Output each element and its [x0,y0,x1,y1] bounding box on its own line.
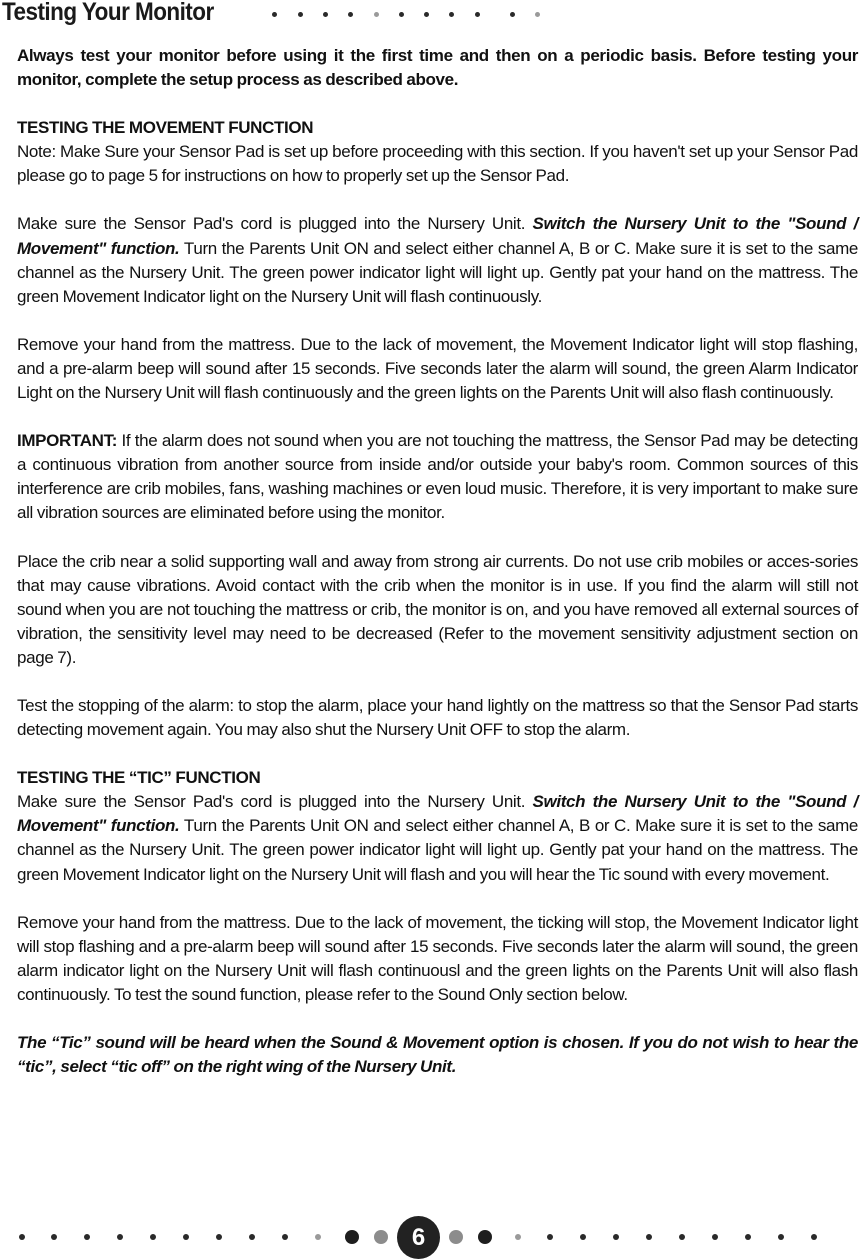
decorative-dot [535,12,540,17]
movement-paragraph-5: Place the crib near a solid supporting wall and away from strong air currents. Do not use crib mobiles or acces-sories that may cause vibrations. Avoid contact with the crib when the monitor is in use. If you find the alarm will still not sound when you are not touching the mattress or crib, the monitor is on, and you have removed all external sources of vibration, the sensitivity level may need to be decreased (Refer to the movement sensitivity adjustment section on page 7). [17,551,858,667]
page-footer [0,1212,862,1259]
decorative-dot [424,12,429,17]
decorative-dot [374,12,379,17]
decorative-dot [84,1234,90,1240]
movement-paragraph-6: Test the stopping of the alarm: to stop the alarm, place your hand lightly on the mattress so that the Sensor Pad starts detecting movement again. You may also shut the Nursery Unit OFF to stop the alarm. [17,695,858,740]
movement-section-intro [17,116,858,188]
important-label: IMPORTANT: [17,431,118,451]
movement-p2-end: Turn the Parents Unit ON and select either channel A, B or C. Make sure it is set to the same channel as the Nursery Unit. The green power indicator light will light up. Gently pat your hand on the mattress. The green Movement Indicator light on the Nursery Unit will flash continuously. [17,238,859,306]
decorative-dot [478,1230,492,1244]
movement-p2-emphasis: Switch the Nursery Unit to the "Sound / Movement" function. [17,214,858,258]
decorative-dot [679,1234,685,1240]
important-paragraph [17,429,858,525]
main-content [17,44,858,1103]
decorative-dot [613,1234,619,1240]
decorative-dot [399,12,404,17]
decorative-dot [323,12,328,17]
decorative-dot [515,1234,521,1240]
tic-heading: TESTING THE “TIC” FUNCTION [17,768,261,788]
tic-p1-end: Turn the Parents Unit ON and select either channel A, B or C. Make sure it is set to the same channel as the Nursery Unit. The green power indicator light will light up. Gently pat your hand on the mattress. The green Movement Indicator light on the Nursery Unit will flash and you will hear the Tic sound with every movement. [17,816,859,884]
decorative-dot [51,1234,57,1240]
decorative-dot [374,1230,388,1244]
decorative-dot [183,1234,189,1240]
movement-paragraph-2 [17,212,858,308]
page-title: Testing Your Monitor [2,0,214,26]
decorative-dot [475,12,480,17]
decorative-dot [510,12,515,17]
decorative-dot [19,1234,25,1240]
decorative-dot [745,1234,751,1240]
decorative-dot [449,12,454,17]
decorative-dot [117,1234,123,1240]
decorative-dot [282,1234,288,1240]
page-header [0,0,862,30]
tic-note: The “Tic” sound will be heard when the Sound & Movement option is chosen. If you do not wish to hear the “tic”, select “tic off” on the right wing of the Nursery Unit. [17,1033,858,1077]
decorative-dot [778,1234,784,1240]
page-number: 6 [397,1216,440,1259]
decorative-dot [272,12,277,17]
intro-paragraph: Always test your monitor before using it the first time and then on a periodic basis. Before testing your monitor, complete the setup process as described above. [17,46,858,90]
movement-p2-start: Make sure the Sensor Pad's cord is plugged into the Nursery Unit. [17,214,533,234]
decorative-dot [811,1234,817,1240]
tic-p1-start: Make sure the Sensor Pad's cord is plugged into the Nursery Unit. [17,792,533,812]
decorative-dot [315,1234,321,1240]
decorative-dot [345,1230,359,1244]
decorative-dot [249,1234,255,1240]
tic-section-intro [17,766,858,886]
decorative-dot [348,12,353,17]
decorative-dot [580,1234,586,1240]
decorative-dot [712,1234,718,1240]
tic-p1-emphasis: Switch the Nursery Unit to the "Sound / Movement" function. [17,792,858,836]
decorative-dot [216,1234,222,1240]
decorative-dot [646,1234,652,1240]
movement-paragraph-3: Remove your hand from the mattress. Due to the lack of movement, the Movement Indicator light will stop flashing, and a pre-alarm beep will sound after 15 seconds. Five seconds later the alarm will sound, the green Alarm Indicator Light on the Nursery Unit will flash continuously and the green lights on the Parents Unit will also flash continuously. [17,334,858,403]
decorative-dot [298,12,303,17]
important-text: If the alarm does not sound when you are not touching the mattress, the Sensor Pad may be detecting a continuous vibration from another source from inside and/or outside your baby's room. Common sources of this interference are crib mobiles, fans, washing machines or even loud music. Therefore, it is very important to make sure all vibration sources are eliminated before using the monitor. [17,431,858,523]
movement-heading: TESTING THE MOVEMENT FUNCTION [17,118,314,138]
decorative-dot [150,1234,156,1240]
decorative-dot [449,1230,463,1244]
tic-paragraph-2: Remove your hand from the mattress. Due to the lack of movement, the ticking will stop, the Movement Indicator light will stop flashing and a pre-alarm beep will sound after 15 seconds. Five seconds later the alarm will sound, the green alarm indicator light on the Nursery Unit will flash continuousl and the green lights on the Parents Unit will also flash continuously. To test the sound function, please refer to the Sound Only section below. [17,912,858,1004]
movement-note: Note: Make Sure your Sensor Pad is set up before proceeding with this section. If you haven't set up your Sensor Pad please go to page 5 for instructions on how to properly set up the Sensor Pad. [17,142,858,186]
decorative-dot [547,1234,553,1240]
